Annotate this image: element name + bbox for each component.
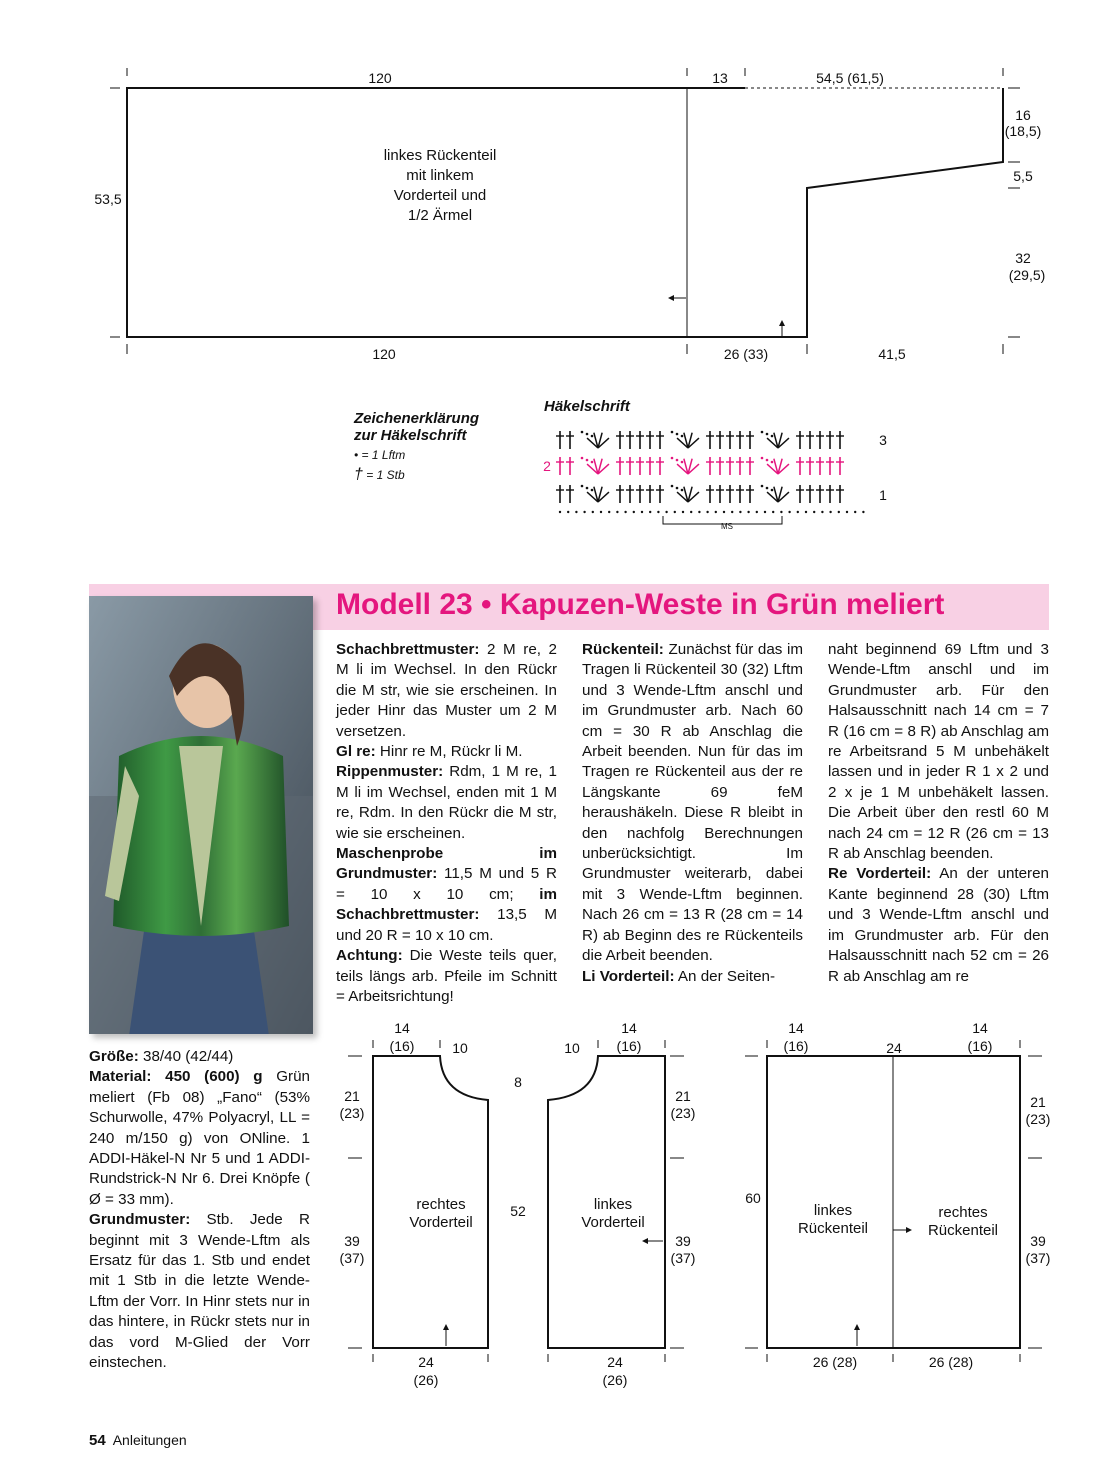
column-heading: Rippenmuster: [336, 763, 444, 781]
chain-dot [854, 511, 856, 513]
bk-right-21: 21 [1030, 1094, 1046, 1110]
chain-dot [575, 511, 577, 513]
section-name: Anleitungen [112, 1432, 187, 1448]
column-text: Stb. Jede R beginnt mit 3 Wende-Lftm als Ersatz für das 1. Stb und endet mit 1 Stb in die letzte Wende-Lftm der Vorr. In Hinr stets nur in das hintere, in Rückr stets nur in das vord M-Glied der Vorr einstechen. [89, 1211, 310, 1372]
column-text: 2 M re, 2 M li im Wechsel. In den Rückr die M str, wie sie erscheinen. In jeder Hinr das Muster um 2 M versetzen. [336, 641, 557, 740]
page-number: 54 [89, 1432, 106, 1449]
column-heading: Li Vorderteil: [582, 967, 675, 985]
chain-dot [829, 511, 831, 513]
chain-dot [616, 511, 618, 513]
chain-dot [772, 511, 774, 513]
top-schema [90, 60, 1060, 370]
fr-bottom-24: 24 [418, 1354, 434, 1370]
chain-dot [586, 487, 589, 490]
chain-dot [698, 511, 700, 513]
chain-dot [681, 435, 684, 438]
chain-dot [766, 487, 769, 490]
bk-bottom-a: 26 (28) [812, 1354, 858, 1370]
chain-dot [567, 511, 569, 513]
chain-dot [676, 459, 679, 462]
chain-dot [706, 511, 708, 513]
chain-dot [797, 511, 799, 513]
row-label-1: 1 [879, 487, 887, 503]
bk-top-24: 24 [886, 1040, 902, 1056]
fr-top-14: 14 [394, 1020, 410, 1036]
column-1 [336, 640, 557, 1007]
chain-icon: • [354, 448, 359, 462]
chain-dot [682, 511, 684, 513]
chain-dot [591, 461, 594, 464]
column-text: An der Seiten- [674, 967, 776, 985]
chain-dot [641, 511, 643, 513]
column-2 [582, 640, 803, 987]
repeat-label: MS [721, 522, 733, 531]
column-heading: Grundmuster: [89, 1211, 191, 1229]
right-dim-16: 16 [1015, 107, 1031, 123]
chain-dot [624, 511, 626, 513]
chain-dot [731, 511, 733, 513]
chain-dot [592, 511, 594, 513]
chain-dot [761, 485, 764, 488]
chain-dot [761, 457, 764, 460]
column-text: Die Weste teils quer, teils längs arb. Pfeile im Schnitt = Arbeitsrichtung! [336, 947, 557, 1005]
chain-dot [676, 487, 679, 490]
top-dim-sleeve: 54,5 (61,5) [816, 70, 884, 86]
right-dim-29: (29,5) [1008, 267, 1046, 283]
bk-piece-left: linkes Rückenteil [797, 1202, 869, 1237]
bk-left-60: 60 [745, 1190, 761, 1206]
neck-8: 8 [514, 1074, 522, 1090]
chain-dot [600, 511, 602, 513]
chain-dot [846, 511, 848, 513]
fr-left-39: 39 [344, 1233, 360, 1249]
chain-dot [813, 511, 815, 513]
chain-dot [766, 433, 769, 436]
row-label-3: 3 [879, 432, 887, 448]
chain-dot [633, 511, 635, 513]
fl-right-39: 39 [675, 1233, 691, 1249]
model-title: Modell 23 • Kapuzen-Weste in Grün meliert [336, 588, 945, 621]
top-dim-120: 120 [368, 70, 392, 86]
left-dim-53: 53,5 [94, 191, 122, 207]
chart-title: Häkelschrift [544, 398, 630, 415]
chain-dot [649, 511, 651, 513]
chain-dot [591, 489, 594, 492]
chain-dot [838, 511, 840, 513]
column-heading: Achtung: [336, 947, 403, 965]
chain-dot [591, 435, 594, 438]
chain-dot [608, 511, 610, 513]
column-text: 11,5 M und 5 R = 10 x 10 cm; [336, 865, 557, 903]
chain-dot [681, 489, 684, 492]
column-heading: im Schachbrettmuster: [336, 885, 557, 924]
fr-piece-label: rechtes Vorderteil [409, 1196, 473, 1231]
chain-dot [788, 511, 790, 513]
bk-top-14b: 14 [972, 1020, 988, 1036]
fr-left-21: 21 [344, 1088, 360, 1104]
fl-top-16: (16) [616, 1038, 642, 1054]
column-text: Rdm, 1 M re, 1 M li im Wechsel, enden mit 1 M re, Rdm. In den Rückr die M str, wie sie erscheinen. [336, 763, 557, 842]
bk-piece-right: rechtes Rückenteil [927, 1204, 999, 1239]
bottom-dim-41: 41,5 [878, 346, 906, 362]
column-text: Hinr re M, Rückr li M. [375, 743, 523, 761]
chain-dot [862, 511, 864, 513]
page-footer [89, 1432, 187, 1449]
chain-dot [671, 485, 674, 488]
fl-bottom-24: 24 [607, 1354, 623, 1370]
chain-dot [665, 511, 667, 513]
height-52: 52 [510, 1203, 526, 1219]
right-dim-5: 5,5 [1013, 168, 1033, 184]
dc-icon: † [354, 466, 363, 483]
chain-dot [681, 461, 684, 464]
crochet-chart [540, 420, 900, 535]
chain-dot [581, 485, 584, 488]
chain-dot [771, 489, 774, 492]
column-text: naht beginnend 69 Lftm und 3 Wende-Lftm anschl und im Grundmuster arb. Für den Halsausschnitt nach 14 cm = 7 R (16 cm = 8 R) ab Anschlag am re Arbeitsrand 5 M unbehäkelt lassen und in jeder R 1 x 2 und 2 x je 1 M unbehäkelt lassen. Die Arbeit über den restl 60 M nach 24 cm = 12 R (26 cm = 13 R ab Anschlag beenden. [828, 641, 1049, 863]
right-dim-18: (18,5) [1004, 123, 1042, 139]
chain-dot [780, 511, 782, 513]
column-text: An der unteren Kante beginnend 28 (30) Lftm und 3 Wende-Lftm anschl und im Grundmuster arb. Für den Halsausschnitt nach 52 cm = 26 R ab Anschlag am re [828, 865, 1050, 985]
bk-right-39: 39 [1030, 1233, 1046, 1249]
row-label-2: 2 [543, 458, 551, 474]
fr-left-23: (23) [339, 1105, 365, 1121]
chain-dot [766, 459, 769, 462]
column-heading: Schachbrettmuster: [336, 641, 480, 658]
chain-dot [671, 431, 674, 434]
column-text: Zunächst für das im Tragen li Rückenteil 30 (32) Lftm und 3 Wende-Lftm anschl und im Grundmuster arb. Nach 60 cm = 30 R ab Anschlag die Arbeit beenden. Nun für das im Tragen re Rückenteil aus der re Längskante 69 feM heraushäkeln. Diese R bleibt in den nachfolg Berechnungen unberücksichtigt. Im Grundmuster weiterarb, dabei mit 3 Wende-Lftm beginnen. Nach 26 cm = 13 R (28 cm = 14 R) ab Beginn des re Rückenteils die Arbeit beenden. [582, 641, 803, 965]
chain-dot [690, 511, 692, 513]
bk-top-14a: 14 [788, 1020, 804, 1036]
chain-dot [581, 457, 584, 460]
chain-dot [583, 511, 585, 513]
fl-top-14: 14 [621, 1020, 637, 1036]
bottom-dim-26: 26 (33) [723, 346, 769, 362]
chain-dot [747, 511, 749, 513]
column-text: 13,5 M und 20 R = 10 x 10 cm. [336, 906, 557, 944]
chain-dot [771, 461, 774, 464]
column-text: 38/40 (42/44) [138, 1048, 234, 1065]
fl-piece-label: linkes Vorderteil [581, 1196, 645, 1231]
chain-dot [657, 511, 659, 513]
fr-top-16: (16) [389, 1038, 415, 1054]
piece-label: linkes Rückenteil mit linkem Vorderteil und 1/2 Ärmel [383, 147, 497, 224]
model-photo [89, 596, 313, 1034]
column-heading: Maschenprobe im Grundmuster: [336, 845, 557, 883]
column-text: Grün meliert (Fb 08) „Fano“ (53% Schurwolle, 47% Polyacryl, LL = 240 m/150 g) von ONline. 1 ADDI-Häkel-N Nr 5 und 1 ADDI-Rundstrick-N Nr 6. Drei Knöpfe ( Ø = 33 mm). [89, 1068, 311, 1208]
fl-right-21: 21 [675, 1088, 691, 1104]
column-heading: Material: 450 (600) g [89, 1068, 263, 1086]
chain-dot [756, 511, 758, 513]
chain-dot [723, 511, 725, 513]
bk-bottom-b: 26 (28) [928, 1354, 974, 1370]
right-dim-32: 32 [1015, 250, 1031, 266]
legend: Zeichenerklärung zur Häkelschrift • = 1 Lftm † = 1 Stb [354, 410, 480, 483]
column-heading: Rückenteil: [582, 641, 664, 658]
left-column [89, 1047, 310, 1374]
fl-bottom-26: (26) [602, 1372, 628, 1388]
bk-right-23: (23) [1025, 1111, 1051, 1127]
top-dim-13: 13 [712, 70, 728, 86]
column-heading: Gl re: [336, 743, 376, 761]
chain-dot [739, 511, 741, 513]
bottom-dim-120: 120 [372, 346, 396, 362]
chain-dot [715, 511, 717, 513]
chain-dot [586, 459, 589, 462]
fl-right-23: (23) [670, 1105, 696, 1121]
chain-dot [761, 431, 764, 434]
chain-dot [676, 433, 679, 436]
chain-dot [821, 511, 823, 513]
column-heading: Größe: [89, 1048, 139, 1065]
chain-dot [559, 511, 561, 513]
chain-dot [805, 511, 807, 513]
column-heading: Re Vorderteil: [828, 865, 932, 883]
bk-right-37: (37) [1025, 1250, 1051, 1266]
chain-dot [674, 511, 676, 513]
fr-left-37: (37) [339, 1250, 365, 1266]
fr-top-10: 10 [452, 1040, 468, 1056]
bk-top-16b: (16) [967, 1038, 993, 1054]
bk-top-16a: (16) [783, 1038, 809, 1054]
chain-dot [586, 433, 589, 436]
fr-bottom-26: (26) [413, 1372, 439, 1388]
column-3 [828, 640, 1049, 987]
chain-dot [764, 511, 766, 513]
chain-dot [581, 431, 584, 434]
chain-dot [671, 457, 674, 460]
fl-right-37: (37) [670, 1250, 696, 1266]
chain-dot [771, 435, 774, 438]
fl-top-10: 10 [564, 1040, 580, 1056]
